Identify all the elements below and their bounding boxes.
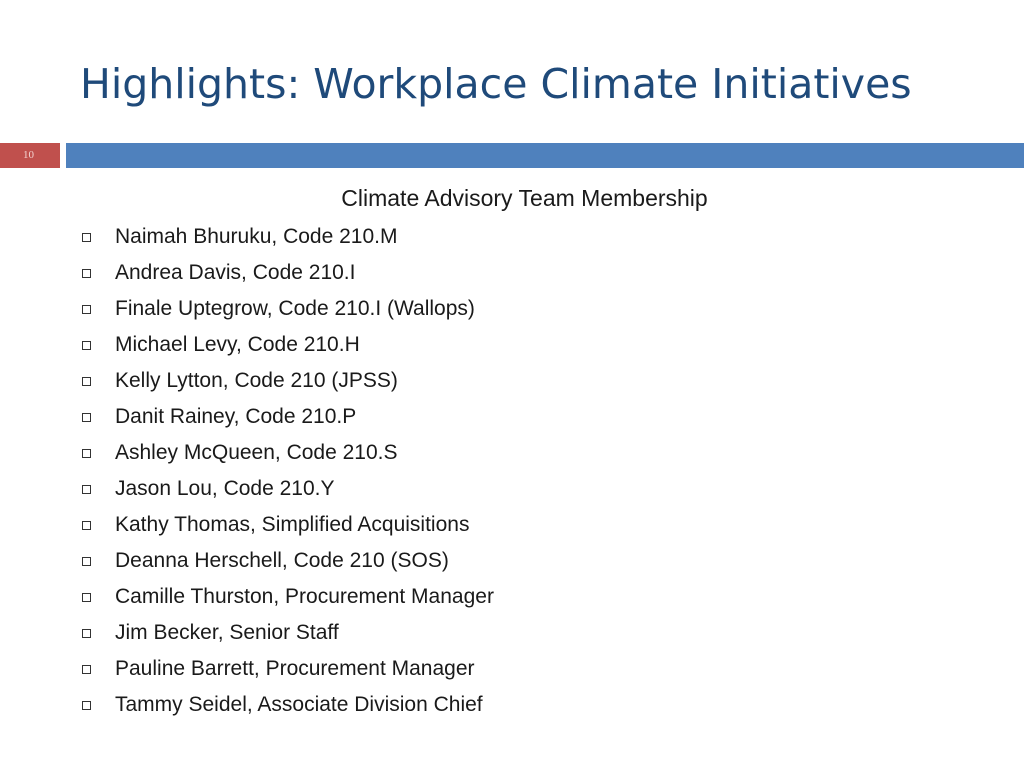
member-name: Deanna Herschell, Code 210 (SOS) — [115, 549, 449, 572]
list-item — [80, 255, 494, 291]
square-bullet-icon — [82, 701, 91, 710]
square-bullet-icon — [82, 629, 91, 638]
list-item — [80, 687, 494, 723]
member-name: Michael Levy, Code 210.H — [115, 333, 360, 356]
member-name: Jason Lou, Code 210.Y — [115, 477, 335, 500]
list-item — [80, 651, 494, 687]
member-name: Tammy Seidel, Associate Division Chief — [115, 693, 483, 716]
square-bullet-icon — [82, 269, 91, 278]
square-bullet-icon — [82, 521, 91, 530]
member-name: Camille Thurston, Procurement Manager — [115, 585, 494, 608]
page-number: 10 — [23, 149, 34, 161]
member-name: Naimah Bhuruku, Code 210.M — [115, 225, 398, 248]
member-list — [80, 219, 494, 723]
list-item — [80, 435, 494, 471]
slide-title: Highlights: Workplace Climate Initiatives — [80, 60, 912, 108]
member-name: Danit Rainey, Code 210.P — [115, 405, 357, 428]
square-bullet-icon — [82, 557, 91, 566]
square-bullet-icon — [82, 341, 91, 350]
square-bullet-icon — [82, 305, 91, 314]
list-item — [80, 615, 494, 651]
section-subheading: Climate Advisory Team Membership — [341, 185, 708, 211]
square-bullet-icon — [82, 233, 91, 242]
list-item — [80, 219, 494, 255]
list-item — [80, 363, 494, 399]
square-bullet-icon — [82, 665, 91, 674]
list-item — [80, 543, 494, 579]
square-bullet-icon — [82, 485, 91, 494]
square-bullet-icon — [82, 593, 91, 602]
list-item — [80, 399, 494, 435]
member-name: Andrea Davis, Code 210.I — [115, 261, 356, 284]
page-number-box — [0, 143, 60, 168]
list-item — [80, 327, 494, 363]
title-accent-bar — [66, 143, 1024, 168]
list-item — [80, 471, 494, 507]
square-bullet-icon — [82, 449, 91, 458]
member-name: Finale Uptegrow, Code 210.I (Wallops) — [115, 297, 475, 320]
member-name: Pauline Barrett, Procurement Manager — [115, 657, 475, 680]
member-name: Kathy Thomas, Simplified Acquisitions — [115, 513, 470, 536]
member-name: Kelly Lytton, Code 210 (JPSS) — [115, 369, 398, 392]
list-item — [80, 579, 494, 615]
list-item — [80, 291, 494, 327]
member-name: Jim Becker, Senior Staff — [115, 621, 339, 644]
square-bullet-icon — [82, 413, 91, 422]
square-bullet-icon — [82, 377, 91, 386]
member-name: Ashley McQueen, Code 210.S — [115, 441, 398, 464]
list-item — [80, 507, 494, 543]
